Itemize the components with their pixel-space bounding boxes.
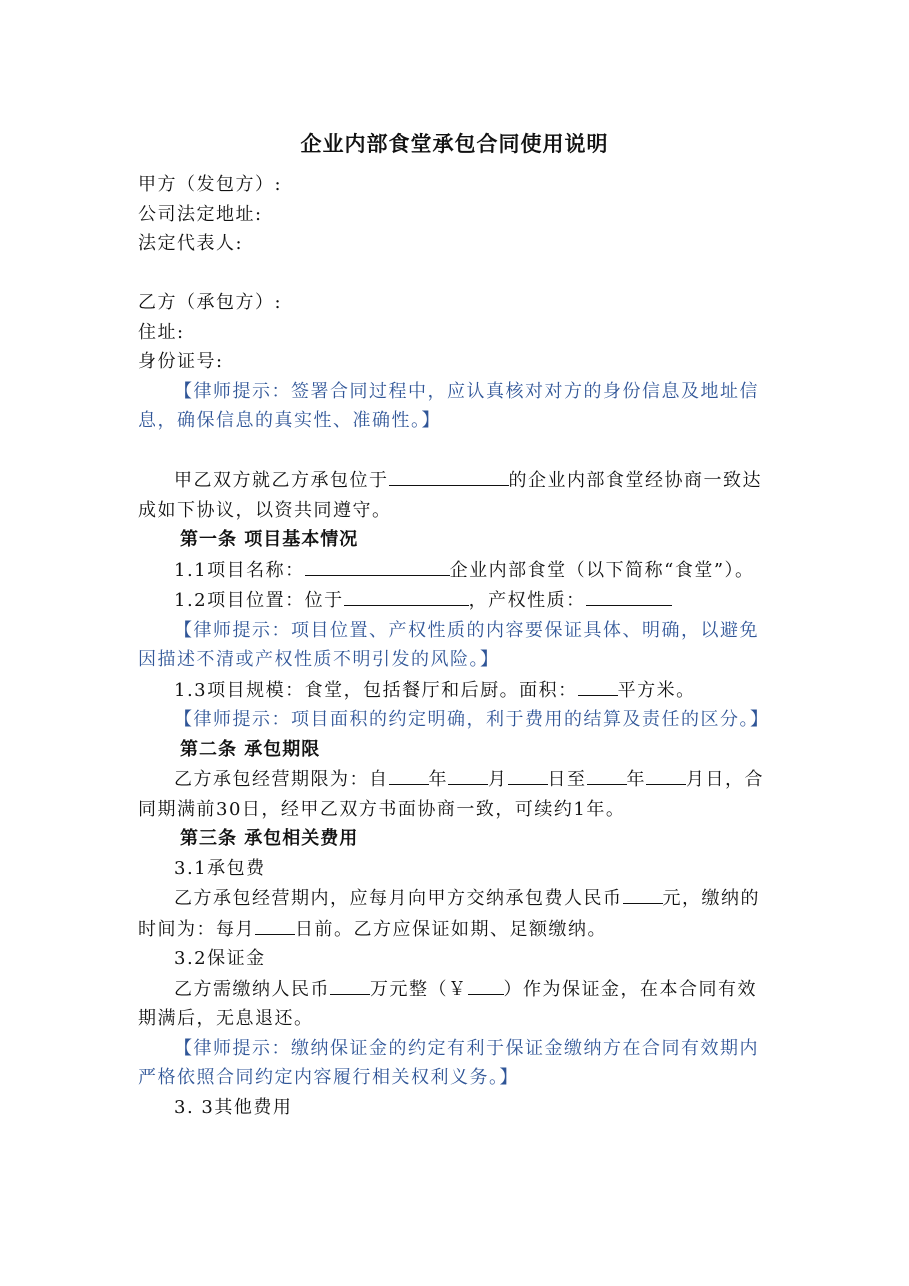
article-3-1-text-1: 乙方承包经营期内，应每月向甲方交纳承包费人民币: [174, 888, 623, 909]
article-1-heading: 第一条 项目基本情况: [180, 529, 359, 550]
intro-paragraph: [138, 465, 774, 525]
article-2-end-text: 日，合同期满前30日，经甲乙双方书面协商一致，可续约1年。: [138, 769, 764, 820]
lawyer-tip-area: 【律师提示：项目面积的约定明确，利于费用的结算及责任的区分。】: [174, 709, 770, 730]
lawyer-tip-location: 【律师提示：项目位置、产权性质的内容要保证具体、明确，以避免因描述不清或产权性质不明引发的风险。】: [138, 619, 759, 670]
party-b-address: 住址:: [138, 321, 185, 343]
spacer: [138, 259, 774, 289]
article-3-2-text-2: 万元整（￥: [370, 978, 468, 1000]
article-3-2-title: 3.2保证金: [174, 948, 266, 969]
article-1-2: [138, 585, 774, 616]
party-a-address: 公司法定地址:: [138, 203, 263, 225]
document-title: 企业内部食堂承包合同使用说明: [300, 131, 609, 156]
spacer: [138, 436, 774, 466]
year-label: 年: [428, 769, 448, 790]
article-3-heading: 第三条 承包相关费用: [180, 828, 359, 849]
blank-field-end-month[interactable]: [646, 764, 686, 785]
article-3-1-paragraph: [138, 883, 774, 944]
article-3-2-text-3: ）作为保证金，在本合同有效期满后，无息退还。: [138, 978, 757, 1029]
blank-field-fee-amount[interactable]: [623, 883, 663, 904]
blank-field-area[interactable]: [578, 675, 618, 696]
blank-field-start-year[interactable]: [389, 764, 429, 785]
article-2-paragraph: [138, 764, 774, 824]
blank-field-location[interactable]: [389, 465, 509, 486]
party-a-label: 甲方（发包方）:: [138, 174, 283, 195]
blank-field-property-nature[interactable]: [586, 585, 672, 606]
blank-field-deposit-amount[interactable]: [330, 974, 370, 995]
article-1-2-prefix: 1.2项目位置：位于: [174, 590, 344, 611]
article-2-text: 乙方承包经营期限为：自: [174, 769, 389, 790]
blank-field-fee-day[interactable]: [255, 914, 295, 935]
blank-field-end-year[interactable]: [587, 764, 627, 785]
article-3-2-paragraph: [138, 974, 774, 1034]
article-1-3-prefix: 1.3项目规模：食堂，包括餐厅和后厨。面积：: [174, 679, 578, 701]
month-label: 月: [686, 769, 706, 790]
article-3-1-title: 3.1承包费: [174, 857, 266, 879]
blank-field-project-location[interactable]: [344, 585, 469, 606]
party-b-label: 乙方（承包方）:: [138, 292, 283, 313]
month-label: 月: [488, 769, 508, 790]
year-label: 年: [626, 769, 646, 790]
article-1-3-suffix: 平方米。: [617, 679, 696, 701]
article-3-3-title: 3. 3其他费用: [174, 1096, 293, 1118]
article-1-1-prefix: 1.1项目名称：: [174, 559, 305, 581]
lawyer-tip-identity: 【律师提示：签署合同过程中，应认真核对对方的身份信息及地址信息，确保信息的真实性、准确性。】: [138, 380, 759, 431]
intro-text-1: 甲乙双方就乙方承包位于: [174, 470, 389, 491]
article-1-1: [138, 555, 774, 586]
article-3-1-text-2: 元，缴纳的时间为：每月: [138, 888, 760, 940]
article-2-heading: 第二条 承包期限: [180, 738, 321, 760]
blank-field-start-month[interactable]: [448, 764, 488, 785]
article-3-1-text-3: 日前。乙方应保证如期、足额缴纳。: [295, 918, 607, 940]
article-1-1-suffix: 企业内部食堂（以下简称“食堂”）。: [449, 559, 755, 581]
day-to-label: 日至: [547, 769, 587, 790]
document-body: [138, 170, 774, 1122]
article-1-3: [138, 675, 774, 706]
party-a-legal-rep: 法定代表人:: [138, 233, 244, 254]
article-3-2-text-1: 乙方需缴纳人民币: [174, 978, 330, 1000]
blank-field-project-name[interactable]: [305, 555, 450, 576]
intro-text-2: 的企业内部食堂经协商一致达成如下协议，以资共同遵守。: [138, 470, 762, 521]
lawyer-tip-deposit: 【律师提示：缴纳保证金的约定有利于保证金缴纳方在合同有效期内严格依照合同约定内容履行相关权利义务。】: [138, 1037, 759, 1088]
party-b-id-number: 身份证号:: [138, 351, 224, 372]
blank-field-deposit-figure[interactable]: [468, 974, 504, 995]
blank-field-start-day[interactable]: [508, 764, 548, 785]
article-1-2-mid: ，产权性质：: [468, 590, 586, 611]
